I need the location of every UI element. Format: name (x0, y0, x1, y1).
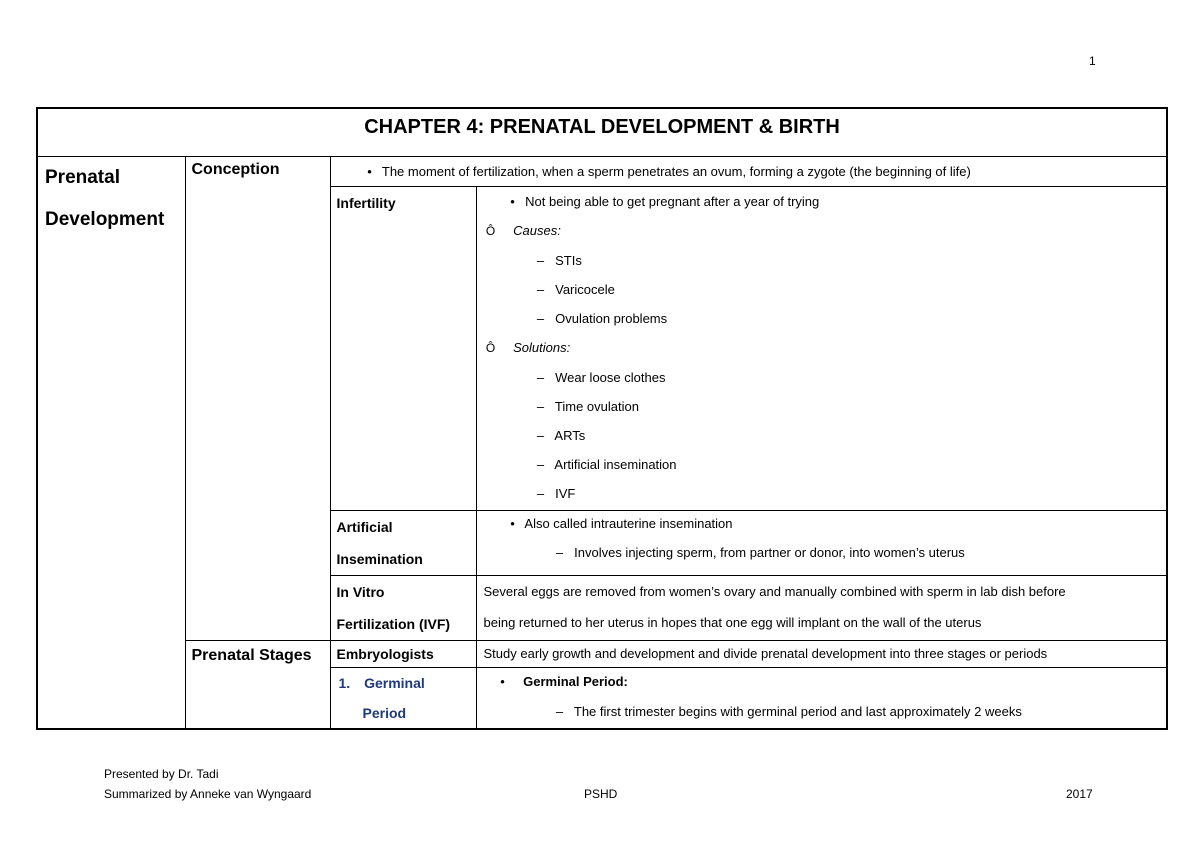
section-label-line1: Prenatal (45, 167, 120, 188)
embryologists-content (476, 641, 1167, 668)
germinal-period-content (476, 668, 1167, 730)
solution-item: Artificial insemination (554, 457, 677, 472)
ivf-text-line1: Several eggs are removed from women’s ovary and manually combined with sperm in lab dish before (483, 584, 1066, 599)
subtopic-infertility (330, 187, 476, 511)
title-row (37, 108, 1167, 157)
topic-prenatal-stages (185, 641, 330, 730)
chapter-title: CHAPTER 4: PRENATAL DEVELOPMENT & BIRTH (37, 108, 1167, 157)
cause-item: Varicocele (555, 282, 615, 297)
subtopic-label-line2: Insemination (336, 551, 423, 567)
page-number: 1 (1089, 54, 1096, 68)
subtopic-infertility-label: Infertility (336, 195, 396, 211)
bullet-icon: • (500, 674, 505, 689)
conception-definition: The moment of fertilization, when a sperm penetrates an ovum, forming a zygote (the beginning of life) (381, 164, 971, 179)
dash-icon: – (536, 428, 545, 443)
bullet-icon: • (510, 194, 515, 209)
topic-conception-label: Conception (191, 161, 280, 178)
solution-item: Time ovulation (554, 399, 639, 414)
list-number: 1. (338, 675, 351, 691)
dash-icon: – (536, 486, 545, 501)
subtopic-embryologists-label: Embryologists (336, 646, 434, 662)
dash-icon: – (536, 399, 545, 414)
artificial-detail: Involves injecting sperm, from partner or donor, into women’s uterus (574, 545, 965, 560)
artificial-insemination-content (476, 511, 1167, 576)
germinal-detail: The first trimester begins with germinal period and last approximately 2 weeks (573, 704, 1022, 719)
section-label-line2: Development (45, 209, 165, 230)
chapter-table (36, 107, 1168, 730)
row-conception (37, 157, 1167, 187)
footer-summarized-by: Summarized by Anneke van Wyngaard (104, 787, 312, 801)
infertility-definition: Not being able to get pregnant after a year of trying (525, 194, 820, 209)
germinal-heading: Germinal Period: (523, 674, 628, 689)
subtopic-embryologists (330, 641, 476, 668)
subtopic-label-line2: Period (362, 705, 407, 721)
solution-item: ARTs (554, 428, 586, 443)
dash-icon: – (536, 457, 545, 472)
ivf-text-line2: being returned to her uterus in hopes that one egg will implant on the wall of the uterus (483, 615, 982, 630)
dash-icon: – (536, 370, 545, 385)
dash-icon: – (536, 282, 545, 297)
circle-marker-icon: Ô (485, 224, 496, 238)
dash-icon: – (555, 704, 564, 719)
cause-item: STIs (555, 253, 582, 268)
infertility-content (476, 187, 1167, 511)
subtopic-label-line1: In Vitro (336, 584, 385, 600)
subtopic-label-line1: Germinal (364, 675, 425, 691)
dash-icon: – (555, 545, 564, 560)
cause-item: Ovulation problems (555, 311, 668, 326)
topic-conception (185, 157, 330, 641)
causes-heading: Causes: (513, 223, 561, 238)
footer-course: PSHD (584, 787, 618, 801)
circle-marker-icon: Ô (485, 341, 496, 355)
solutions-heading: Solutions: (513, 340, 571, 355)
footer-year: 2017 (1066, 787, 1093, 801)
row-embryologists (37, 641, 1167, 668)
subtopic-ivf (330, 576, 476, 641)
subtopic-label-line2: Fertilization (IVF) (336, 616, 451, 632)
bullet-icon: • (510, 516, 515, 531)
bullet-icon: • (367, 164, 372, 179)
artificial-definition: Also called intrauterine insemination (524, 516, 733, 531)
embryologists-text: Study early growth and development and divide prenatal development into three stages or periods (483, 646, 1048, 661)
subtopic-label-line1: Artificial (336, 519, 393, 535)
solution-item: Wear loose clothes (555, 370, 666, 385)
subtopic-artificial-insemination (330, 511, 476, 576)
section-prenatal-development (37, 157, 185, 730)
dash-icon: – (536, 311, 545, 326)
dash-icon: – (536, 253, 545, 268)
ivf-content (476, 576, 1167, 641)
solution-item: IVF (555, 486, 576, 501)
conception-definition-cell (330, 157, 1167, 187)
topic-prenatal-stages-label: Prenatal Stages (191, 647, 312, 664)
footer-presented-by: Presented by Dr. Tadi (104, 767, 219, 781)
subtopic-germinal-period (330, 668, 476, 730)
